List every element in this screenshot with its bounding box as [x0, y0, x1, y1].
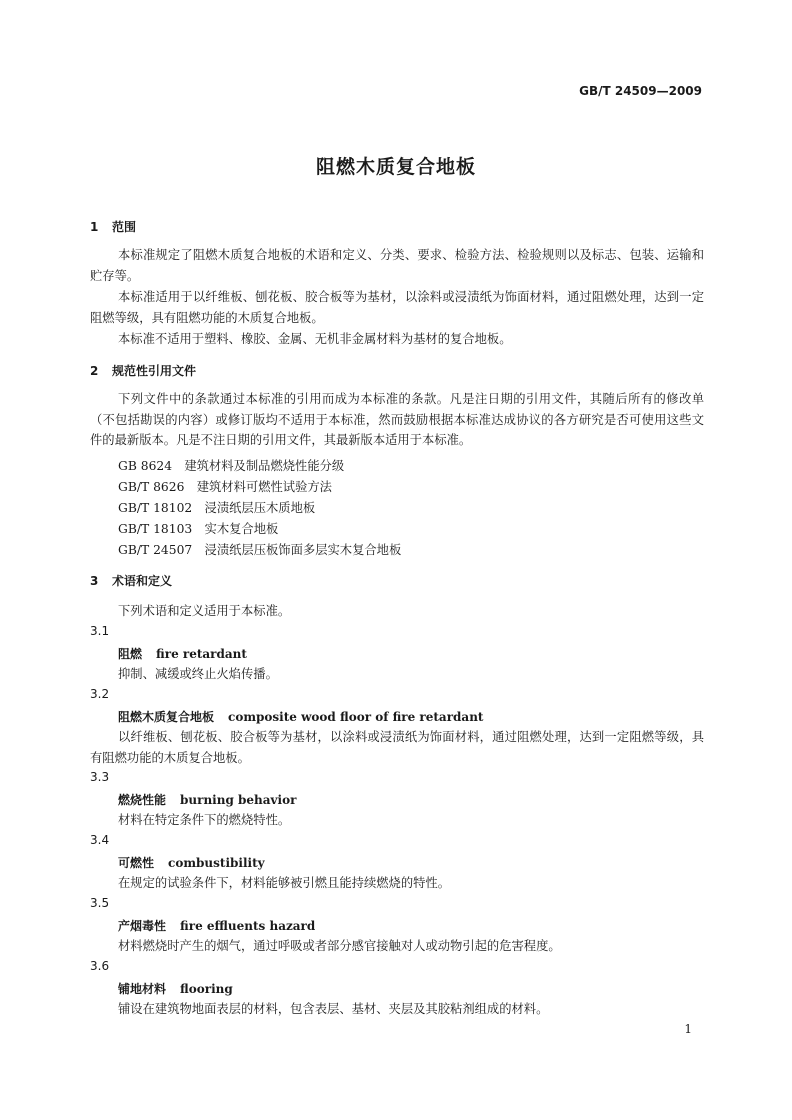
- term-zh: 铺地材料: [118, 982, 167, 996]
- term-en: fire effluents hazard: [180, 919, 316, 933]
- scope-paragraph-3: 本标准不适用于塑料、橡胶、金属、无机非金属材料为基材的复合地板。: [118, 332, 512, 346]
- clause-number: 3.1: [90, 624, 110, 638]
- section-title: 术语和定义: [112, 574, 173, 588]
- term-entry: [118, 791, 296, 808]
- term-definition: 铺设在建筑物地面表层的材料，包含表层、基材、夹层及其胶粘剂组成的材料。: [118, 1002, 549, 1016]
- term-en: burning behavior: [180, 793, 297, 807]
- term-zh: 阻燃木质复合地板: [118, 710, 215, 724]
- term-en: flooring: [180, 982, 233, 996]
- term-definition: 以纤维板、刨花板、胶合板等为基材，以涂料或浸渍纸为饰面材料，通过阻燃处理，达到一定阻燃等级，具有阻燃功能的木质复合地板。: [90, 730, 704, 765]
- reference-item: GB/T 24507 浸渍纸层压板饰面多层实木复合地板: [118, 543, 402, 557]
- term-definition: 材料燃烧时产生的烟气，通过呼吸或者部分感官接触对人或动物引起的危害程度。: [118, 939, 561, 953]
- term-entry: [118, 645, 247, 662]
- term-en: fire retardant: [156, 647, 247, 661]
- term-entry: [118, 980, 233, 997]
- scope-paragraph-1: 本标准规定了阻燃木质复合地板的术语和定义、分类、要求、检验方法、检验规则以及标志、包装、运输和贮存等。: [90, 248, 704, 283]
- section-heading-scope: [90, 218, 136, 235]
- clause-number: 3.5: [90, 896, 110, 910]
- section-heading-normative-references: [90, 362, 196, 379]
- term-en: combustibility: [168, 856, 265, 870]
- term-zh: 阻燃: [118, 647, 143, 661]
- clause-number: 3.4: [90, 833, 110, 847]
- term-zh: 燃烧性能: [118, 793, 167, 807]
- standard-code: GB/T 24509—2009: [579, 84, 702, 98]
- term-entry: [118, 708, 483, 725]
- section-heading-terms-definitions: [90, 572, 172, 589]
- reference-item: GB/T 18103 实木复合地板: [118, 522, 279, 536]
- section-number: 2: [90, 364, 99, 378]
- section-number: 3: [90, 574, 99, 588]
- reference-item: GB/T 8626 建筑材料可燃性试验方法: [118, 480, 332, 494]
- section-number: 1: [90, 220, 99, 234]
- section-title: 范围: [112, 220, 137, 234]
- term-entry: [118, 854, 265, 871]
- section-title: 规范性引用文件: [112, 364, 197, 378]
- document-title: 阻燃木质复合地板: [315, 156, 476, 178]
- term-definition: 在规定的试验条件下，材料能够被引燃且能持续燃烧的特性。: [118, 876, 451, 890]
- term-definition: 抑制、减缓或终止火焰传播。: [118, 667, 278, 681]
- references-paragraph: 下列文件中的条款通过本标准的引用而成为本标准的条款。凡是注日期的引用文件，其随后所有的修改单（不包括勘误的内容）或修订版均不适用于本标准，然而鼓励根据本标准达成协议的各方研究是否可使用这些文件的最新版本。凡是不注日期的引用文件，其最新版本适用于本标准。: [90, 392, 704, 447]
- term-definition: 材料在特定条件下的燃烧特性。: [118, 813, 291, 827]
- terms-intro: 下列术语和定义适用于本标准。: [118, 604, 291, 618]
- reference-item: GB/T 18102 浸渍纸层压木质地板: [118, 501, 316, 515]
- reference-item: GB 8624 建筑材料及制品燃烧性能分级: [118, 459, 345, 473]
- clause-number: 3.2: [90, 687, 110, 701]
- page-number: 1: [684, 1022, 692, 1036]
- term-entry: [118, 917, 315, 934]
- scope-paragraph-2: 本标准适用于以纤维板、刨花板、胶合板等为基材，以涂料或浸渍纸为饰面材料，通过阻燃处理，达到一定阻燃等级，具有阻燃功能的木质复合地板。: [90, 290, 704, 325]
- clause-number: 3.6: [90, 959, 110, 973]
- term-en: composite wood floor of fire retardant: [228, 710, 484, 724]
- clause-number: 3.3: [90, 770, 110, 784]
- term-zh: 产烟毒性: [118, 919, 167, 933]
- term-zh: 可燃性: [118, 856, 155, 870]
